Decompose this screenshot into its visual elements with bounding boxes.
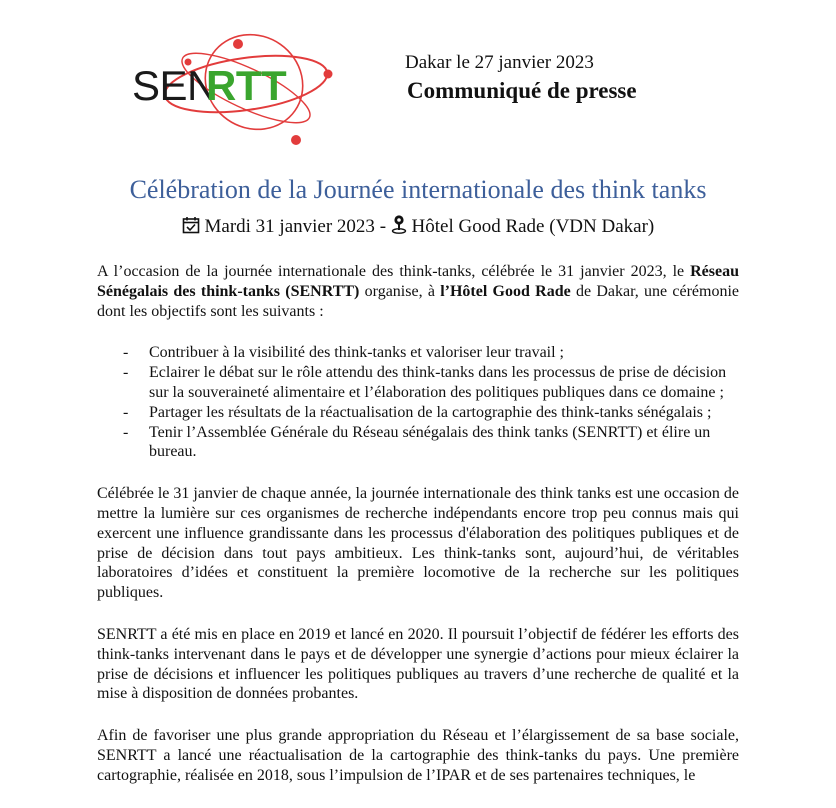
intro-paragraph — [97, 262, 739, 321]
bullet-dash: - — [123, 423, 129, 441]
objective-text: Tenir l’Assemblée Générale du Réseau sénégalais des think tanks (SENRTT) et élire un bureau. — [149, 423, 711, 461]
intro-network-name: Réseau Sénégalais des think-tanks (SENRTT) — [97, 263, 739, 300]
intro-text-3: de Dakar, une cérémonie dont les objectifs sont les suivants : — [97, 282, 740, 320]
list-item — [97, 403, 739, 423]
paragraph-senrtt-creation: SENRTT a été mis en place en 2019 et lancé en 2020. Il poursuit l’objectif de fédérer les efforts des think-tanks intervenant dans le pays et de développer une synergie d’actions pour mieux éclairer la prise de décisions et influencer les politiques publiques au travers d’une recherche de qualité et la mise à disposition de données probantes. — [97, 625, 739, 703]
list-item — [97, 363, 739, 403]
map-pin-icon — [391, 214, 407, 234]
objectives-list — [97, 343, 739, 462]
bullet-dash: - — [123, 344, 129, 362]
logo-text-rtt: RTT — [206, 62, 287, 109]
bullet-dash: - — [123, 364, 129, 382]
intro-venue-name: l’Hôtel Good Rade — [440, 282, 571, 300]
list-item — [97, 343, 739, 363]
dateline: Dakar le 27 janvier 2023 — [405, 52, 594, 73]
list-item — [97, 423, 739, 463]
intro-text-1: A l’occasion de la journée internationale des think-tanks, célébrée le 31 janvier 2023, le — [97, 263, 691, 280]
objective-text: Contribuer à la visibilité des think-tanks et valoriser leur travail ; — [149, 344, 564, 362]
senrtt-logo — [96, 22, 346, 152]
event-title: Célébration de la Journée internationale des think tanks — [129, 175, 707, 204]
event-separator: - — [379, 216, 387, 237]
paragraph-mapping: Afin de favoriser une plus grande appropriation du Réseau et l’élargissement de sa base sociale, SENRTT a lancé une réactualisation de la cartographie des think-tanks du pays. Une première cartographie, réalisée en 2018, sous l’impulsion de l’IPAR et de ses partenaires techniques, le — [97, 727, 739, 784]
objective-text: Eclairer le débat sur le rôle attendu des think-tanks dans les processus de prise de décision sur la souveraineté alimentaire et l’élaboration des politiques publiques dans ce domaine ; — [149, 364, 727, 401]
intro-text-2: organise, à — [359, 282, 441, 300]
bullet-dash: - — [123, 403, 129, 421]
document-body — [97, 262, 739, 808]
press-release-title: Communiqué de presse — [407, 78, 637, 103]
event-date: Mardi 31 janvier 2023 — [204, 216, 375, 237]
calendar-check-icon — [182, 216, 200, 234]
event-meta — [0, 214, 836, 238]
paragraph-think-tank-day: Célébrée le 31 janvier de chaque année, la journée internationale des think tanks est une occasion de mettre la lumière sur ces organismes de recherche indépendants encore trop peu connus mais qui exercent une influence grandissante dans les processus d'élaboration des politiques publiques et de prise de décision dans tout pays ambitieux. Les think-tanks sont, aujourd’hui, de véritables laboratoires d’idées et constituent la première locomotive de la recherche sur les politiques publiques. — [97, 485, 739, 602]
objective-text: Partager les résultats de la réactualisation de la cartographie des think-tanks sénégalais ; — [149, 403, 712, 421]
event-venue: Hôtel Good Rade (VDN Dakar) — [411, 216, 655, 237]
logo-text-sen: SEN — [132, 62, 217, 109]
